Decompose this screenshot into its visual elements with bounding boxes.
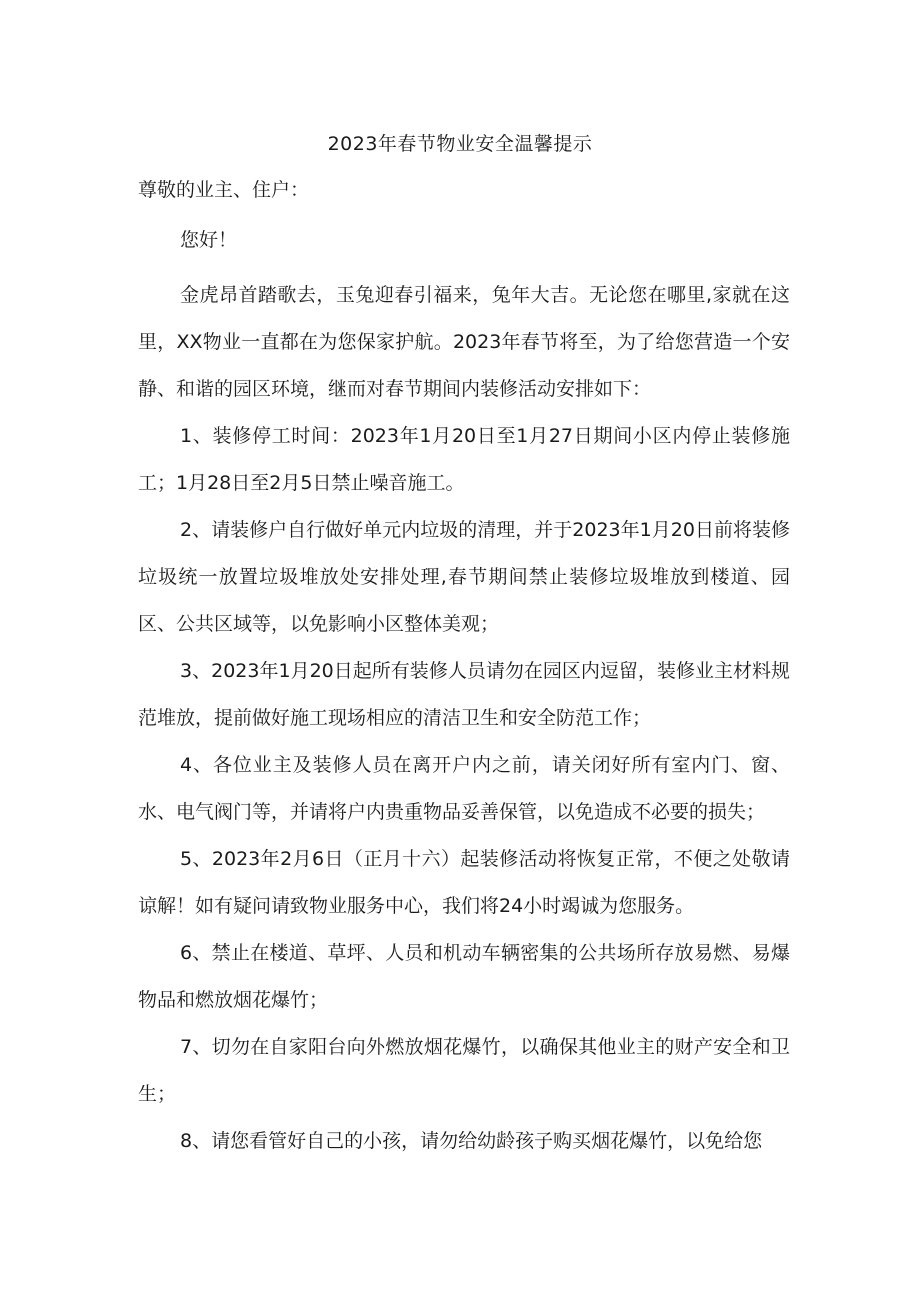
intro-paragraph: 金虎昂首踏歌去，玉兔迎春引福来，兔年大吉。无论您在哪里,家就在这里，XX物业一直都在为您保家护航。2023年春节将至，为了给您营造一个安静、和谐的园区环境，继而对春节期间内装修活动安排如下： (138, 284, 790, 400)
document-title: 2023年春节物业安全温馨提示 (327, 133, 593, 155)
notice-item-3: 3、2023年1月20日起所有装修人员请勿在园区内逗留，装修业主材料规范堆放，提前做好施工现场相应的清洁卫生和安全防范工作； (138, 660, 790, 729)
notice-item-2: 2、请装修户自行做好单元内垃圾的清理，并于2023年1月20日前将装修垃圾统一放置垃圾堆放处安排处理,春节期间禁止装修垃圾堆放到楼道、园区、公共区域等，以免影响小区整体美观； (138, 519, 790, 635)
notice-item-6: 6、禁止在楼道、草坪、人员和机动车辆密集的公共场所存放易燃、易爆物品和燃放烟花爆竹； (138, 942, 790, 1011)
notice-item-7: 7、切勿在自家阳台向外燃放烟花爆竹，以确保其他业主的财产安全和卫生； (138, 1036, 790, 1105)
notice-item-8: 8、请您看管好自己的小孩，请勿给幼龄孩子购买烟花爆竹，以免给您 (180, 1130, 763, 1152)
salutation: 尊敬的业主、住户： (138, 179, 310, 201)
notice-item-4: 4、各位业主及装修人员在离开户内之前，请关闭好所有室内门、窗、水、电气阀门等，并请将户内贵重物品妥善保管，以免造成不必要的损失； (138, 754, 790, 823)
notice-item-1: 1、装修停工时间：2023年1月20日至1月27日期间小区内停止装修施工；1月28日至2月5日禁止噪音施工。 (138, 425, 790, 494)
document-body (138, 272, 790, 1165)
notice-item-5: 5、2023年2月6日（正月十六）起装修活动将恢复正常，不便之处敬请谅解！如有疑问请致物业服务中心，我们将24小时竭诚为您服务。 (138, 848, 790, 917)
greeting: 您好！ (180, 229, 238, 251)
